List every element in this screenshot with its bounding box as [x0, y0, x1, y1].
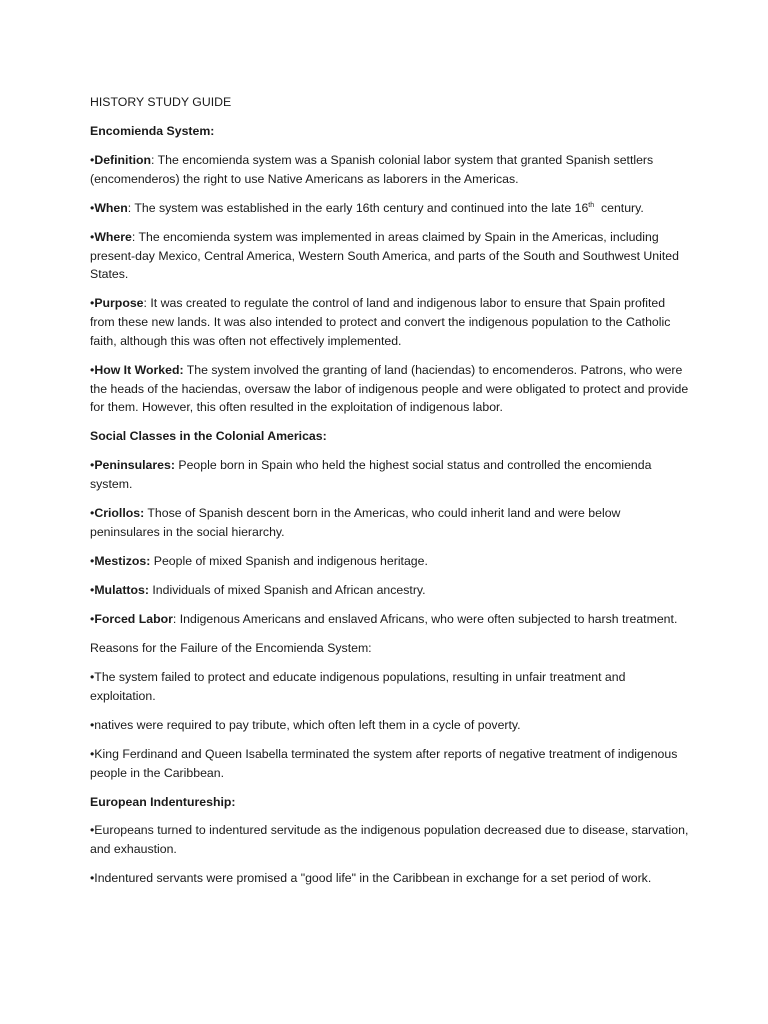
bullet-mark: • [90, 583, 95, 597]
ordinal-superscript: th [588, 201, 595, 209]
bullet-label: Criollos: [94, 506, 145, 521]
bullet-mulattos [90, 581, 690, 600]
bullet-label: Peninsulares: [94, 458, 175, 473]
bullet-text: The system involved the granting of land (haciendas) to encomenderos. Patrons, who were the heads of the haciendas, oversaw the labor of indigenous people and were obligated to protect and provide for them. However, this often resulted in the exploitation of indigenous labor. [90, 362, 689, 415]
bullet-peninsulares [90, 456, 690, 494]
indentureship-item: •Europeans turned to indentured servitude as the indigenous population decreased due to disease, starvation, and exhaustion. [90, 823, 689, 857]
failure-item: •natives were required to pay tribute, which often left them in a cycle of poverty. [90, 717, 521, 732]
document-title: HISTORY STUDY GUIDE [90, 95, 232, 109]
bullet-mark: • [90, 152, 95, 167]
bullet-label: Mestizos: [94, 554, 151, 569]
bullet-purpose [90, 294, 690, 350]
bullet-how-it-worked [90, 361, 690, 417]
bullet-text: : The encomienda system was a Spanish colonial labor system that granted Spanish settlers (encomenderos) the right to use Native Americans as laborers in the Americas. [90, 152, 654, 186]
section-heading-encomienda: Encomienda System: [90, 123, 215, 138]
bullet-mark: • [90, 611, 95, 626]
failure-item: •The system failed to protect and educate indigenous populations, resulting in unfair treatment and exploitation. [90, 669, 626, 703]
bullet-when [90, 199, 690, 218]
section-heading-failure: Reasons for the Failure of the Encomienda System: [90, 640, 372, 655]
bullet-criollos [90, 504, 690, 542]
bullet-label: Mulattos: [94, 583, 149, 597]
bullet-text: : The system was established in the early 16th century and continued into the late 16 [127, 200, 589, 215]
bullet-label: How It Worked: [94, 362, 184, 377]
bullet-text: : It was created to regulate the control of land and indigenous labor to ensure that Spain profited from these new lands. It was also intended to protect and convert the indigenous population to the Catholic faith, although this was often not effectively implemented. [90, 296, 671, 348]
section-heading-social-classes: Social Classes in the Colonial Americas: [90, 429, 327, 444]
indentureship-item: •Indentured servants were promised a "good life" in the Caribbean in exchange for a set period of work. [90, 871, 652, 886]
bullet-mark: • [90, 200, 95, 215]
bullet-mark: • [90, 362, 95, 377]
bullet-label: Where [94, 229, 132, 244]
bullet-label: When [94, 200, 128, 215]
document-body [90, 93, 690, 898]
bullet-text: Those of Spanish descent born in the Americas, who could inherit land and were below peninsulares in the social hierarchy. [90, 506, 621, 540]
bullet-definition [90, 151, 690, 189]
bullet-mark: • [90, 458, 95, 473]
bullet-mark: • [90, 296, 95, 311]
section-heading-indentureship: European Indentureship: [90, 794, 236, 809]
bullet-label: Purpose [94, 296, 144, 311]
bullet-text: : The encomienda system was implemented in areas claimed by Spain in the Americas, including present-day Mexico, Central America, Western South America, and parts of the South and Southwest United States. [90, 229, 679, 282]
failure-item: •King Ferdinand and Queen Isabella terminated the system after reports of negative treatment of indigenous people in the Caribbean. [90, 746, 678, 780]
bullet-where [90, 228, 690, 284]
bullet-label: Forced Labor [94, 611, 173, 626]
bullet-label: Definition [94, 152, 152, 167]
bullet-text: : Indigenous Americans and enslaved Africans, who were often subjected to harsh treatment. [172, 611, 678, 626]
bullet-mark: • [90, 554, 95, 569]
bullet-text: Individuals of mixed Spanish and African ancestry. [148, 583, 426, 597]
bullet-mestizos [90, 552, 690, 571]
bullet-forced-labor [90, 610, 690, 629]
bullet-text: People of mixed Spanish and indigenous heritage. [150, 554, 428, 569]
bullet-mark: • [90, 229, 95, 244]
bullet-text-end: century. [594, 200, 644, 215]
bullet-text: People born in Spain who held the highest social status and controlled the encomienda system. [90, 458, 652, 492]
bullet-mark: • [90, 506, 95, 521]
